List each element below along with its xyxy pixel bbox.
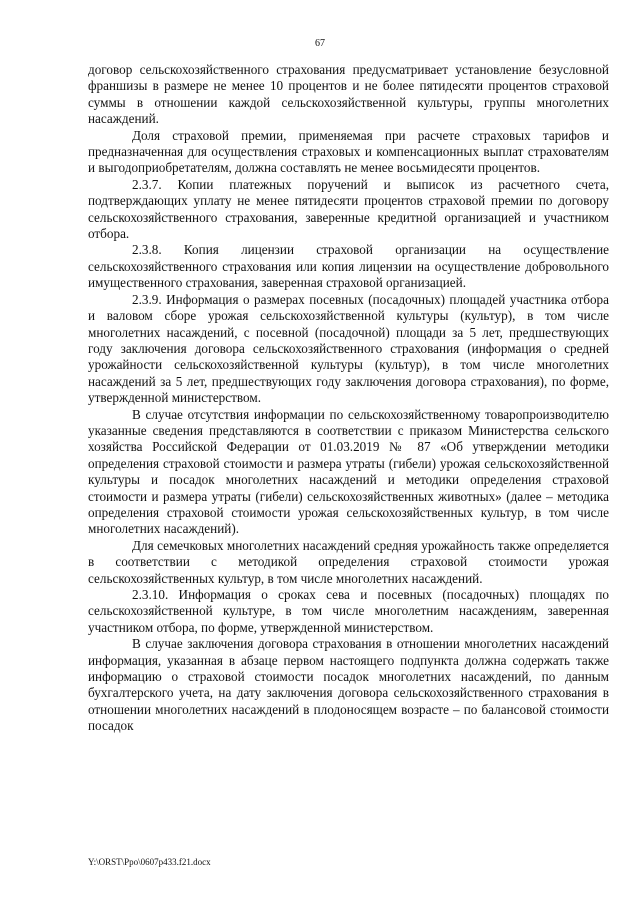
page-number: 67: [315, 38, 325, 49]
paragraph-perennial-plantings: В случае заключения договора страхования в отношении многолетних насаждений информация, указанная в абзаце первом настоящего подпункта должна содержать также информацию о страховой стоимости посадок многолетних насаждений, по данным бухгалтерского учета, на дату заключения договора сельскохозяйственного страхования в отношении многолетних насаждений в плодоносящем возрасте – по балансовой стоимости посадок: [88, 636, 609, 734]
paragraph-absence-of-info: В случае отсутствия информации по сельскохозяйственному товаропроизводителю указанные сведения представляются в соответствии с приказом Министерства сельского хозяйства Российской Федерации от 01.03.2019 № 87 «Об утверждении методики определения страховой стоимости и размера утраты (гибели) урожая сельскохозяйственной культуры и посадок многолетних насаждений и методики определения страховой стоимости и размера утраты (гибели) сельскохозяйственных животных» (далее – методика определения страховой стоимости урожая сельскохозяйственных культур, в том числе многолетних насаждений).: [88, 406, 609, 537]
paragraph-2-3-7: 2.3.7. Копии платежных поручений и выписок из расчетного счета, подтверждающих уплату не менее пятидесяти процентов страховой премии по договору сельскохозяйственного страхования, заверенные кредитной организацией и участником отбора.: [88, 176, 609, 242]
paragraph-2-3-10: 2.3.10. Информация о сроках сева и посевных (посадочных) площадях по сельскохозяйственной культуре, в том числе многолетним насаждениям, заверенная участником отбора, по форме, утвержденной министерством.: [88, 587, 609, 635]
paragraph-premium-share: Доля страховой премии, применяемая при расчете страховых тарифов и предназначенная для осуществления страховых и компенсационных выплат страхователям и выгодоприобретателям, должна составлять не менее восьмидесяти процентов.: [88, 127, 609, 176]
paragraph-franchise-continuation: договор сельскохозяйственного страхования предусматривает установление безусловной франшизы в размере не менее 10 процентов и не более пятидесяти процентов страховой суммы в отношении каждой сельскохозяйственной культуры, группы многолетних насаждений.: [88, 62, 609, 127]
paragraph-2-3-8: 2.3.8. Копия лицензии страховой организации на осуществление сельскохозяйственного страхования или копия лицензии на осуществление добровольного имущественного страхования, заверенная страховой организацией.: [88, 242, 609, 291]
paragraph-2-3-9: 2.3.9. Информация о размерах посевных (посадочных) площадей участника отбора и валовом сборе урожая сельскохозяйственной культуры (культур), в том числе многолетних насаждений, с посевной (посадочной) площади за 5 лет, предшествующих году заключения договора сельскохозяйственного страхования (информация о средней урожайности сельскохозяйственной культуры (культур), в том числе многолетних насаждений за 5 лет, предшествующих году заключения договора страхования), по форме, утвержденной министерством.: [88, 291, 609, 406]
document-body: [88, 62, 609, 735]
footer-file-path: Y:\ORST\Ppo\0607p433.f21.docx: [88, 857, 211, 867]
paragraph-pome-plantings: Для семечковых многолетних насаждений средняя урожайность также определяется в соответствии с методикой определения страховой стоимости урожая сельскохозяйственных культур, в том числе многолетних насаждений.: [88, 537, 609, 586]
